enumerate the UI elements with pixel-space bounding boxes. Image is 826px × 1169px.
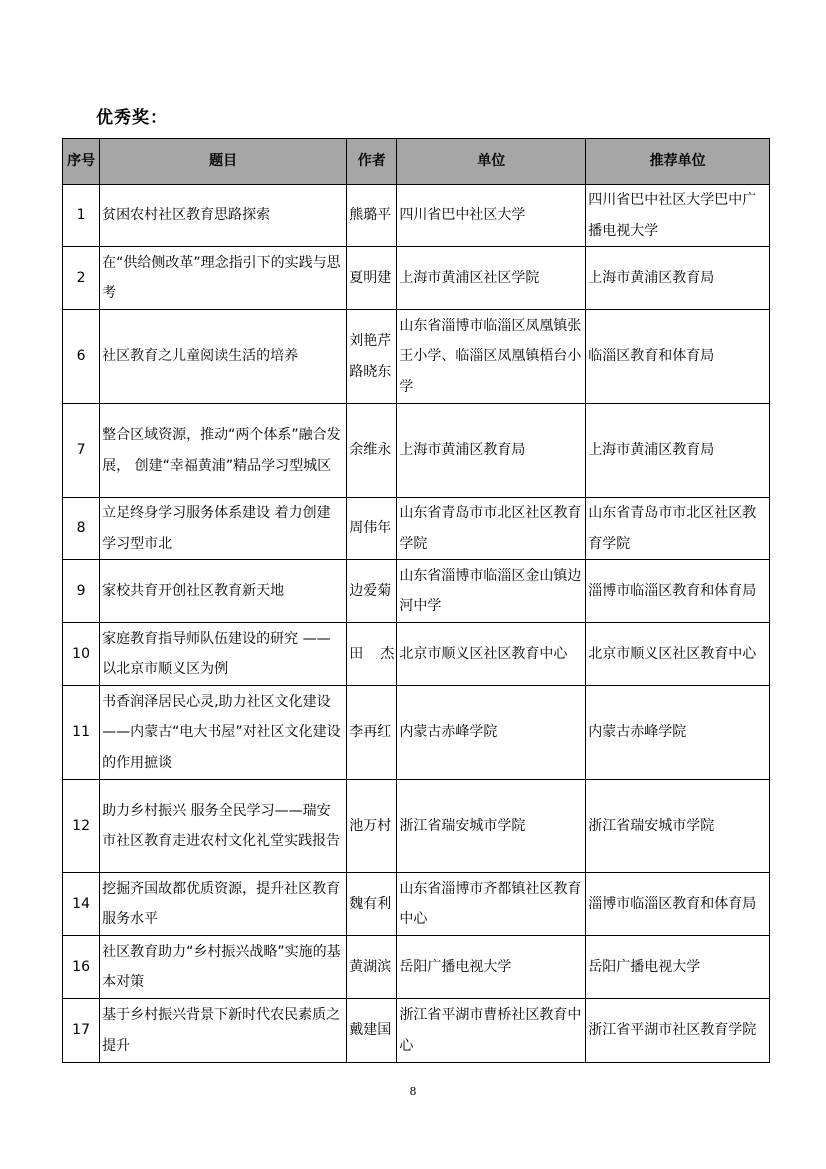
cell-author: 周伟年 <box>347 498 397 560</box>
cell-no: 12 <box>63 780 100 873</box>
cell-unit: 内蒙古赤峰学院 <box>397 686 586 780</box>
cell-title: 社区教育助力“乡村振兴战略”实施的基本对策 <box>100 936 347 999</box>
table-row <box>63 310 770 404</box>
cell-recommend: 浙江省平湖市社区教育学院 <box>586 999 770 1063</box>
cell-recommend: 浙江省瑞安城市学院 <box>586 780 770 873</box>
cell-author: 边爱菊 <box>347 560 397 623</box>
cell-no: 1 <box>63 185 100 247</box>
cell-recommend: 临淄区教育和体育局 <box>586 310 770 404</box>
cell-no: 8 <box>63 498 100 560</box>
cell-title: 助力乡村振兴 服务全民学习——瑞安市社区教育走进农村文化礼堂实践报告 <box>100 780 347 873</box>
cell-unit: 四川省巴中社区大学 <box>397 185 586 247</box>
cell-no: 7 <box>63 404 100 498</box>
cell-unit: 岳阳广播电视大学 <box>397 936 586 999</box>
cell-unit: 北京市顺义区社区教育中心 <box>397 623 586 686</box>
cell-title: 基于乡村振兴背景下新时代农民素质之提升 <box>100 999 347 1063</box>
cell-title: 立足终身学习服务体系建设 着力创建学习型市北 <box>100 498 347 560</box>
cell-unit: 上海市黄浦区教育局 <box>397 404 586 498</box>
table-row <box>63 936 770 999</box>
cell-recommend: 四川省巴中社区大学巴中广播电视大学 <box>586 185 770 247</box>
cell-recommend: 淄博市临淄区教育和体育局 <box>586 560 770 623</box>
cell-title: 挖掘齐国故都优质资源，提升社区教育服务水平 <box>100 873 347 936</box>
cell-author: 夏明建 <box>347 247 397 310</box>
author-text: 田 杰 <box>349 645 395 662</box>
cell-unit: 山东省淄博市临淄区凤凰镇张王小学、临淄区凤凰镇梧台小学 <box>397 310 586 404</box>
table-row <box>63 780 770 873</box>
cell-no: 17 <box>63 999 100 1063</box>
table-row <box>63 560 770 623</box>
header-title: 题目 <box>100 139 347 185</box>
table-row <box>63 873 770 936</box>
cell-title: 书香润泽居民心灵,助力社区文化建设——内蒙古“电大书屋”对社区文化建设的作用摭谈 <box>100 686 347 780</box>
table-header-row <box>63 139 770 185</box>
cell-title: 整合区域资源，推动“两个体系”融合发展， 创建“幸福黄浦”精品学习型城区 <box>100 404 347 498</box>
page-number: 8 <box>409 1085 417 1098</box>
table-row <box>63 185 770 247</box>
table-row <box>63 404 770 498</box>
cell-unit: 山东省青岛市市北区社区教育学院 <box>397 498 586 560</box>
cell-unit: 浙江省瑞安城市学院 <box>397 780 586 873</box>
cell-title: 在“供给侧改革”理念指引下的实践与思考 <box>100 247 347 310</box>
header-recommend: 推荐单位 <box>586 139 770 185</box>
cell-no: 9 <box>63 560 100 623</box>
cell-unit: 上海市黄浦区社区学院 <box>397 247 586 310</box>
cell-author: 余维永 <box>347 404 397 498</box>
cell-title: 贫困农村社区教育思路探索 <box>100 185 347 247</box>
cell-unit: 山东省淄博市齐都镇社区教育中心 <box>397 873 586 936</box>
cell-no: 10 <box>63 623 100 686</box>
cell-author: 李再红 <box>347 686 397 780</box>
cell-title: 社区教育之儿童阅读生活的培养 <box>100 310 347 404</box>
cell-no: 11 <box>63 686 100 780</box>
cell-recommend: 淄博市临淄区教育和体育局 <box>586 873 770 936</box>
cell-title: 家校共育开创社区教育新天地 <box>100 560 347 623</box>
cell-author: 熊璐平 <box>347 185 397 247</box>
cell-author: 刘艳芹 路晓东 <box>347 310 397 404</box>
table-row <box>63 686 770 780</box>
header-no: 序号 <box>63 139 100 185</box>
cell-author: 戴建国 <box>347 999 397 1063</box>
cell-recommend: 北京市顺义区社区教育中心 <box>586 623 770 686</box>
cell-author: 池万村 <box>347 780 397 873</box>
cell-recommend: 岳阳广播电视大学 <box>586 936 770 999</box>
table-row <box>63 999 770 1063</box>
table-row <box>63 498 770 560</box>
cell-recommend: 山东省青岛市市北区社区教育学院 <box>586 498 770 560</box>
cell-unit: 山东省淄博市临淄区金山镇边河中学 <box>397 560 586 623</box>
cell-no: 14 <box>63 873 100 936</box>
cell-unit: 浙江省平湖市曹桥社区教育中心 <box>397 999 586 1063</box>
awards-table <box>62 138 770 1063</box>
cell-no: 2 <box>63 247 100 310</box>
cell-recommend: 上海市黄浦区教育局 <box>586 404 770 498</box>
cell-recommend: 上海市黄浦区教育局 <box>586 247 770 310</box>
table-row <box>63 623 770 686</box>
cell-recommend: 内蒙古赤峰学院 <box>586 686 770 780</box>
table-row <box>63 247 770 310</box>
header-unit: 单位 <box>397 139 586 185</box>
cell-author: 魏有利 <box>347 873 397 936</box>
cell-title: 家庭教育指导师队伍建设的研究 ——以北京市顺义区为例 <box>100 623 347 686</box>
section-heading: 优秀奖： <box>96 108 168 128</box>
cell-author: 黄湖滨 <box>347 936 397 999</box>
cell-no: 16 <box>63 936 100 999</box>
cell-author <box>347 623 397 686</box>
header-author: 作者 <box>347 139 397 185</box>
cell-no: 6 <box>63 310 100 404</box>
